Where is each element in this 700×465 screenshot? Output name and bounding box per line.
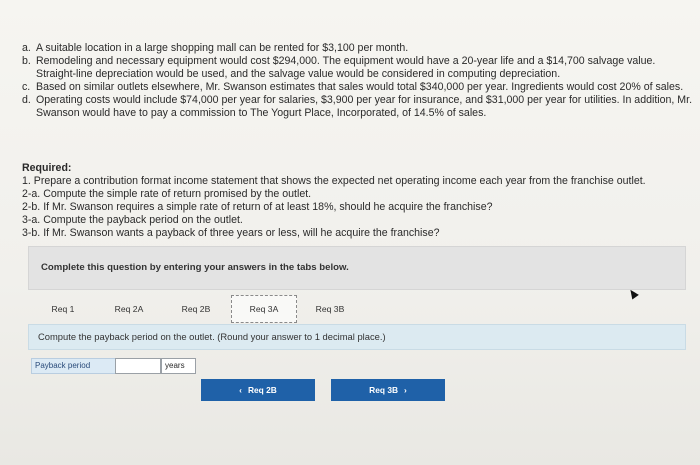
problem-item-a: [22, 42, 694, 55]
instruction-bar: [28, 324, 686, 350]
chevron-left-icon: ‹: [239, 385, 242, 395]
problem-item-b: [22, 55, 694, 81]
prev-button[interactable]: [201, 379, 315, 401]
tab-req-3a[interactable]: Req 3A: [231, 295, 297, 323]
item-text: Operating costs would include $74,000 per year for salaries, $3,900 per year for insurance, and $31,000 per year for utilities. In addition, Mr. Swanson would have to pay a commission to The Yogurt Place, Incorporated, of 14.5% of sales.: [36, 94, 693, 119]
required-item: 3-b. If Mr. Swanson wants a payback of three years or less, will he acquire the franchise?: [22, 227, 440, 239]
tab-bar: [31, 295, 361, 325]
next-button[interactable]: [331, 379, 445, 401]
required-section: [22, 162, 694, 240]
item-text: A suitable location in a large shopping mall can be rented for $3,100 per month.: [36, 42, 409, 54]
required-item: 3-a. Compute the payback period on the outlet.: [22, 214, 243, 226]
problem-list: [22, 42, 694, 120]
required-heading: Required:: [22, 162, 72, 174]
next-button-label: Req 3B: [369, 385, 399, 395]
tab-req-2b[interactable]: Req 2B: [181, 304, 211, 314]
payback-period-label: Payback period: [31, 358, 116, 374]
tab-req-1[interactable]: Req 1: [51, 304, 75, 314]
chevron-right-icon: ›: [404, 385, 407, 395]
item-text: Based on similar outlets elsewhere, Mr. Swanson estimates that sales would total $340,000 per year. Ingredients would cost 20% of sales.: [36, 81, 684, 93]
payback-period-input[interactable]: [115, 358, 161, 374]
required-item: 2-a. Compute the simple rate of return promised by the outlet.: [22, 188, 312, 200]
required-item: 2-b. If Mr. Swanson requires a simple rate of return of at least 18%, should he acquire the franchise?: [22, 201, 493, 213]
item-marker: b.: [22, 55, 31, 67]
prev-button-label: Req 2B: [247, 385, 277, 395]
required-item: 1. Prepare a contribution format income statement that shows the expected net operating income each year from the franchise outlet.: [22, 175, 646, 187]
instructions-panel: [28, 246, 686, 290]
problem-item-d: [22, 94, 694, 120]
problem-item-c: [22, 81, 694, 94]
item-marker: d.: [22, 94, 31, 106]
item-text: Remodeling and necessary equipment would cost $294,000. The equipment would have a 20-year life and a $14,700 salvage value. Straight-line depreciation would be used, and the salvage value would be considered in computing depreciation.: [36, 55, 656, 80]
item-marker: a.: [22, 42, 31, 54]
panel-text: Complete this question by entering your answers in the tabs below.: [41, 262, 349, 273]
tab-req-2a[interactable]: Req 2A: [114, 304, 144, 314]
tab-req-3b[interactable]: Req 3B: [315, 304, 345, 314]
instruction-text: Compute the payback period on the outlet. (Round your answer to 1 decimal place.): [38, 331, 386, 342]
unit-label: years: [161, 358, 196, 374]
item-marker: c.: [22, 81, 31, 93]
